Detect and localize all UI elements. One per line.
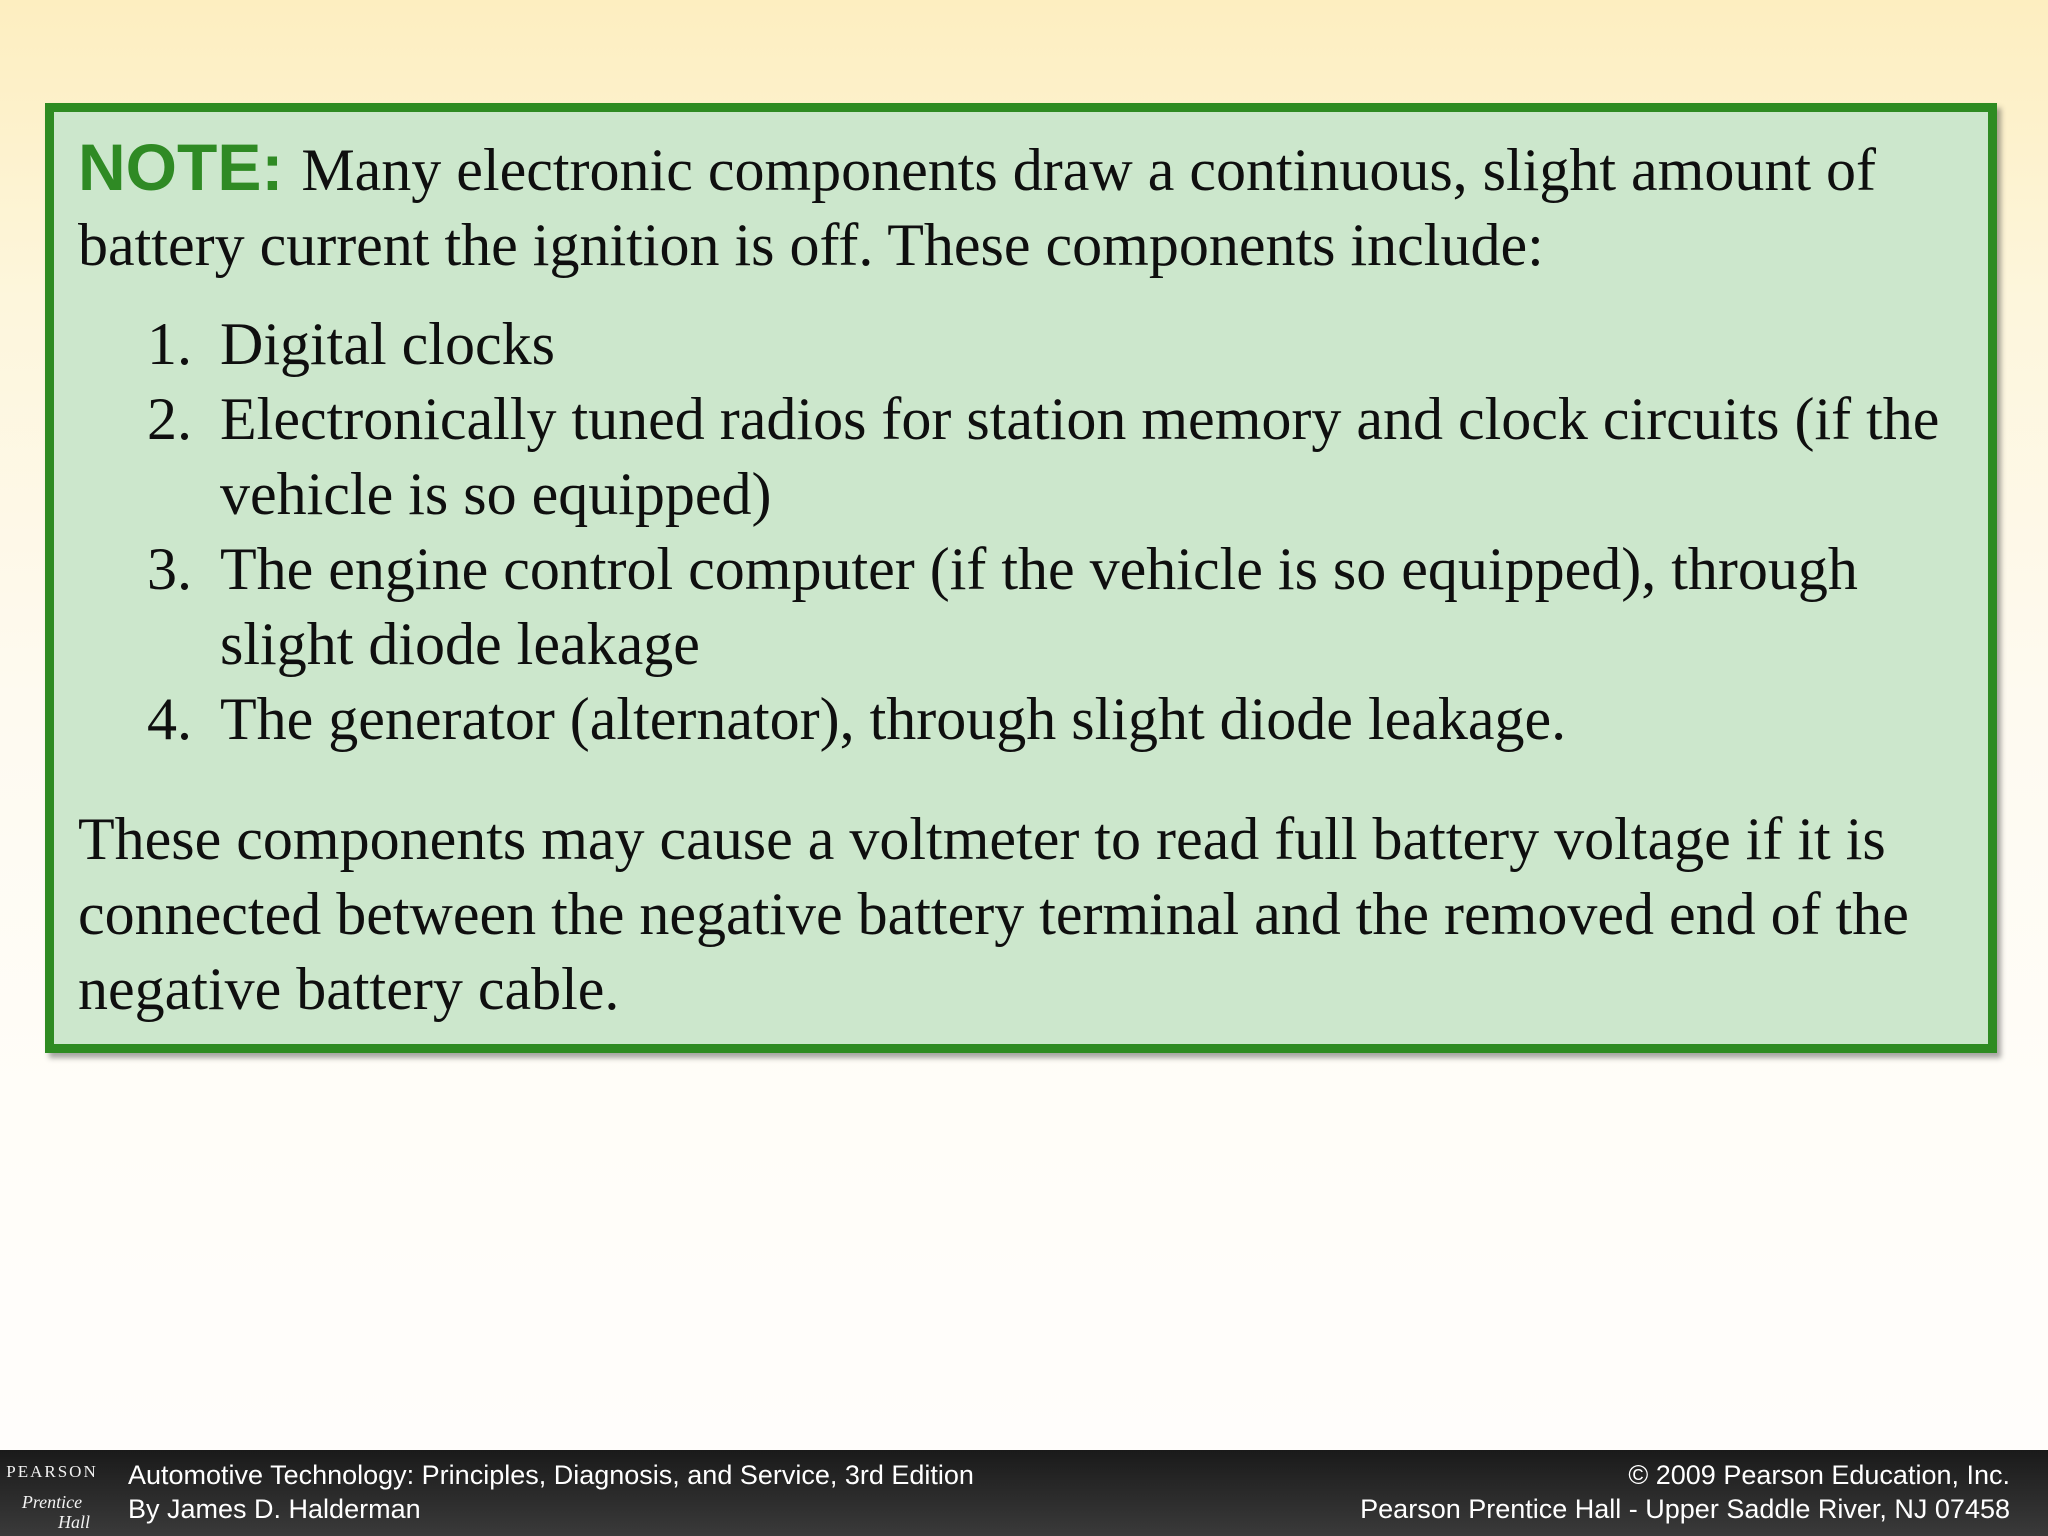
note-intro-text: Many electronic components draw a continuous, slight amount of battery current the ignition is off. These components include: <box>78 137 1876 278</box>
list-item-text: The generator (alternator), through slight diode leakage. <box>220 686 1567 752</box>
footer-bar <box>0 1450 2048 1536</box>
pearson-prentice-hall-logo <box>0 1450 104 1536</box>
logo-line-hall: Hall <box>57 1512 90 1532</box>
list-item <box>78 382 1958 532</box>
note-label: NOTE: <box>78 130 284 204</box>
list-item-number: 3. <box>147 536 192 602</box>
note-intro-paragraph <box>78 130 1958 283</box>
list-item-number: 2. <box>147 386 192 452</box>
list-item-number: 1. <box>147 311 192 377</box>
publisher-address: Pearson Prentice Hall - Upper Saddle River, NJ 07458 <box>1360 1494 2010 1524</box>
book-title: Automotive Technology: Principles, Diagnosis, and Service, 3rd Edition <box>128 1460 974 1490</box>
list-item-text: Digital clocks <box>220 311 555 377</box>
component-list <box>78 307 1958 757</box>
footer-publisher-info <box>1360 1458 2010 1526</box>
note-conclusion: These components may cause a voltmeter to read full battery voltage if it is connected between the negative battery terminal and the removed end of the negative battery cable. <box>78 806 1909 1022</box>
list-item <box>78 532 1958 682</box>
list-item-text: Electronically tuned radios for station memory and clock circuits (if the vehicle is so equipped) <box>220 386 1940 527</box>
list-item-number: 4. <box>147 686 192 752</box>
logo-line-prentice: Prentice <box>21 1492 83 1512</box>
copyright-text: © 2009 Pearson Education, Inc. <box>1628 1460 2010 1490</box>
book-author: By James D. Halderman <box>128 1494 421 1524</box>
footer-book-info <box>128 1458 974 1526</box>
list-item <box>78 682 1958 757</box>
list-item-text: The engine control computer (if the vehicle is so equipped), through slight diode leakage <box>220 536 1858 677</box>
list-item <box>78 307 1958 382</box>
logo-line-pearson: PEARSON <box>6 1462 98 1481</box>
note-box <box>45 103 1997 1053</box>
